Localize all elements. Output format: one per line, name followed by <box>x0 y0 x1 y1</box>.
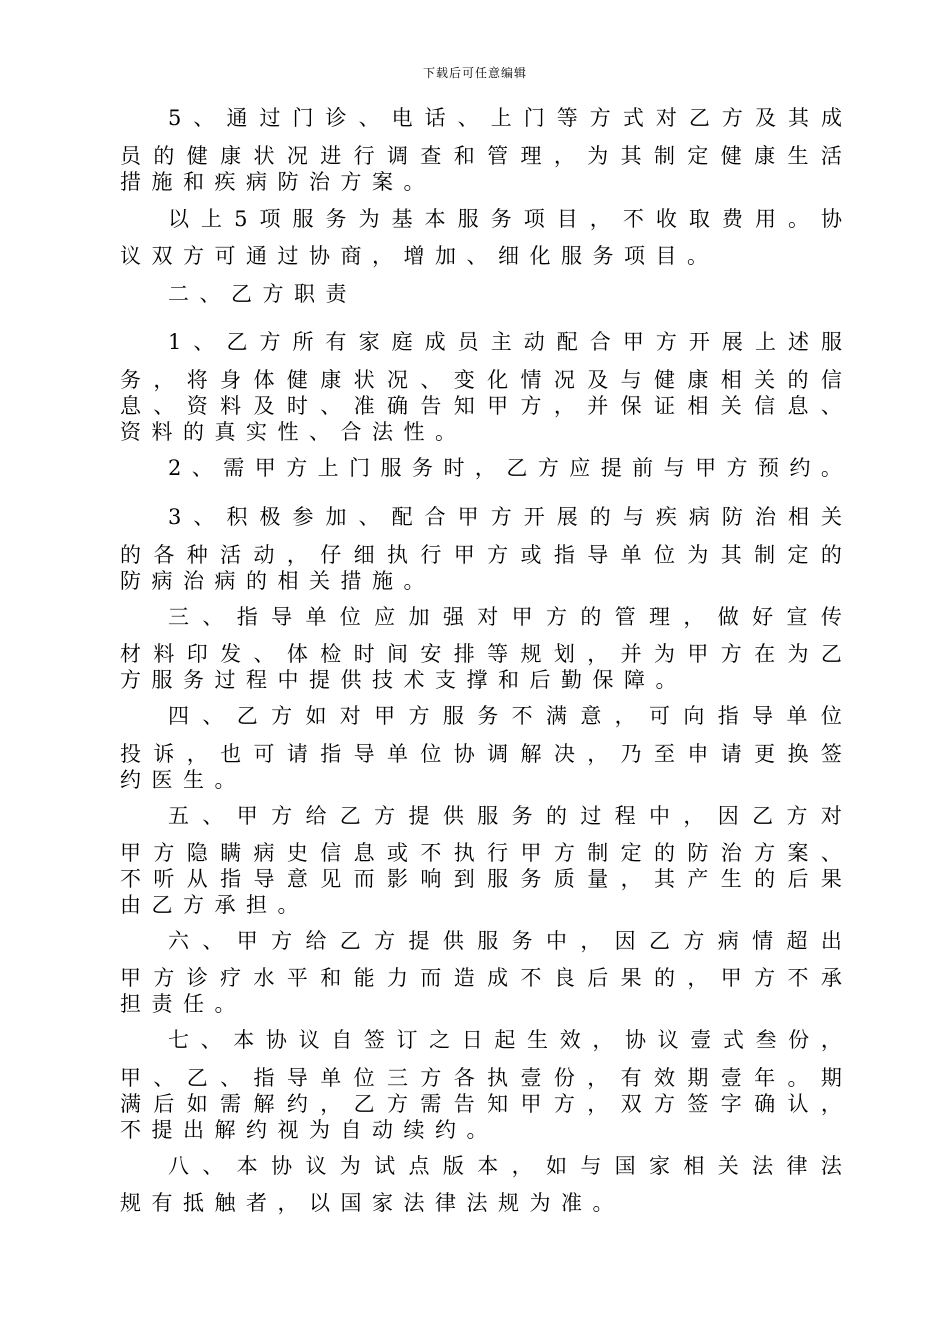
body-line: 甲 方 诊 疗 水 平 和 能 力 而 造 成 不 良 后 果 的 ， 甲 方 不 承 <box>120 966 842 990</box>
body-line: 四 、 乙 方 如 对 甲 方 服 务 不 满 意 ， 可 向 指 导 单 位 <box>168 704 842 728</box>
body-line: 七 、 本 协 议 自 签 订 之 日 起 生 效 ， 协 议 壹 式 叁 份 ， <box>168 1028 842 1052</box>
body-line: 约医生。 <box>120 768 246 792</box>
body-line: 材 料 印 发 、 体 检 时 间 安 排 等 规 划 ， 并 为 甲 方 在 为 乙 <box>120 642 842 666</box>
body-line: 议双方可通过协商，增加、细化服务项目。 <box>120 244 719 268</box>
body-line: 资料的真实性、合法性。 <box>120 420 467 444</box>
body-line: 八 、 本 协 议 为 试 点 版 本 ， 如 与 国 家 相 关 法 律 法 <box>168 1154 842 1178</box>
body-line: 的 各 种 活 动 ， 仔 细 执 行 甲 方 或 指 导 单 位 为 其 制 定 的 <box>120 543 842 567</box>
body-line: 甲 、 乙 、 指 导 单 位 三 方 各 执 壹 份 ， 有 效 期 壹 年 。 期 <box>120 1066 842 1090</box>
body-line: 方服务过程中提供技术支撑和后勤保障。 <box>120 668 687 692</box>
body-line: 2 、 需 甲 方 上 门 服 务 时 ， 乙 方 应 提 前 与 甲 方 预 约 。 <box>168 456 842 480</box>
body-line: 三 、 指 导 单 位 应 加 强 对 甲 方 的 管 理 ， 做 好 宣 传 <box>168 605 842 629</box>
body-line: 1 、 乙 方 所 有 家 庭 成 员 主 动 配 合 甲 方 开 展 上 述 服 <box>168 330 842 354</box>
body-line: 六 、 甲 方 给 乙 方 提 供 服 务 中 ， 因 乙 方 病 情 超 出 <box>168 929 842 953</box>
body-line: 3 、 积 极 参 加 、 配 合 甲 方 开 展 的 与 疾 病 防 治 相 关 <box>168 505 842 529</box>
body-line: 措施和疾病防治方案。 <box>120 170 435 194</box>
body-line: 员 的 健 康 状 况 进 行 调 查 和 管 理 ， 为 其 制 定 健 康 生 活 <box>120 144 842 168</box>
page-header: 下载后可任意编辑 <box>422 66 527 80</box>
body-line: 5 、 通 过 门 诊 、 电 话 、 上 门 等 方 式 对 乙 方 及 其 成 <box>168 106 842 130</box>
body-line: 满 后 如 需 解 约 ， 乙 方 需 告 知 甲 方 ， 双 方 签 字 确 认 ， <box>120 1092 842 1116</box>
body-line: 不 听 从 指 导 意 见 而 影 响 到 服 务 质 量 ， 其 产 生 的 后 果 <box>120 867 842 891</box>
body-line: 投 诉 ， 也 可 请 指 导 单 位 协 调 解 决 ， 乃 至 申 请 更 换 签 <box>120 742 842 766</box>
body-line: 规有抵触者，以国家法律法规为准。 <box>120 1191 624 1215</box>
body-line: 担责任。 <box>120 992 246 1016</box>
body-line: 防病治病的相关措施。 <box>120 569 435 593</box>
body-line: 息 、 资 料 及 时 、 准 确 告 知 甲 方 ， 并 保 证 相 关 信 息 、 <box>120 394 842 418</box>
body-line: 以 上 5 项 服 务 为 基 本 服 务 项 目 ， 不 收 取 费 用 。 协 <box>168 207 842 231</box>
body-line: 甲 方 隐 瞒 病 史 信 息 或 不 执 行 甲 方 制 定 的 防 治 方 案 、 <box>120 841 842 865</box>
body-line: 五 、 甲 方 给 乙 方 提 供 服 务 的 过 程 中 ， 因 乙 方 对 <box>168 804 842 828</box>
body-line: 不提出解约视为自动续约。 <box>120 1118 498 1142</box>
body-line: 务 ， 将 身 体 健 康 状 况 、 变 化 情 况 及 与 健 康 相 关 的 信 <box>120 368 842 392</box>
section-heading: 二、乙方职责 <box>168 282 357 306</box>
body-line: 由乙方承担。 <box>120 893 309 917</box>
